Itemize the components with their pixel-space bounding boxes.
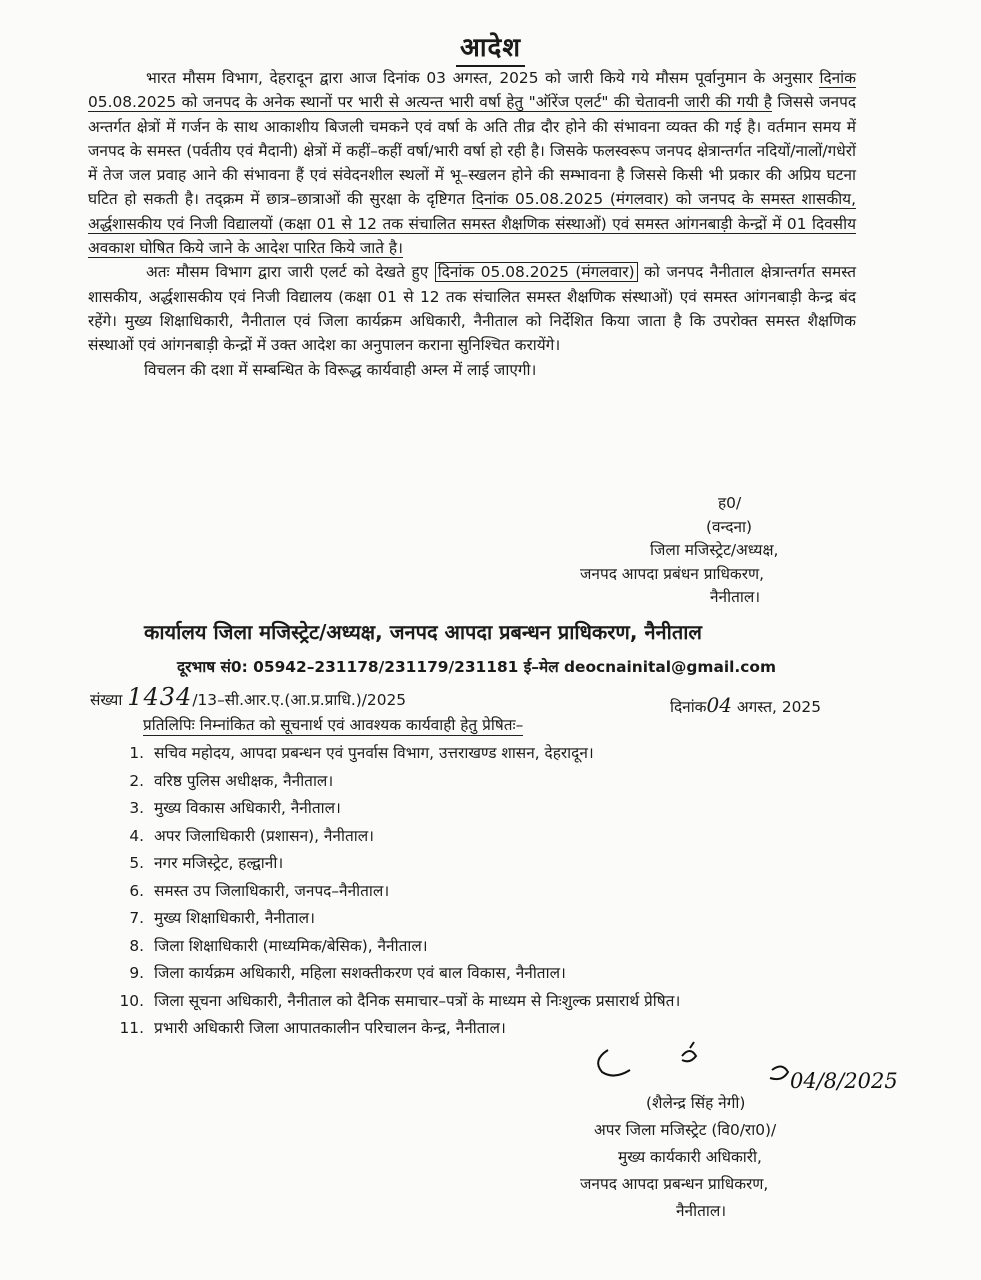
recipient-number: 8. xyxy=(129,936,144,955)
recipient-number: 10. xyxy=(119,991,144,1010)
recipient-item xyxy=(112,768,892,796)
copy-heading: प्रतिलिपिः निम्नांकित को सूचनार्थ एवं आवश्यक कार्यवाही हेतु प्रेषितः– xyxy=(143,716,524,734)
recipient-item xyxy=(112,905,892,933)
recipient-number: 5. xyxy=(129,854,144,872)
recipient-item xyxy=(112,878,892,906)
office-heading: कार्यालय जिला मजिस्ट्रेट/अध्यक्ष, जनपद आपदा प्रबन्धन प्राधिकरण, नैनीताल xyxy=(144,620,702,644)
recipient-item xyxy=(112,823,892,851)
recipient-text: प्रभारी अधिकारी जिला आपातकालीन परिचालन केन्द्र, नैनीताल। xyxy=(154,1019,506,1037)
recipient-list xyxy=(112,740,892,1043)
recipient-number: 2. xyxy=(129,771,144,790)
recipient-item xyxy=(112,740,892,768)
paragraph-2-part-a: अतः मौसम विभाग द्वारा जारी एलर्ट को देखते हुए xyxy=(146,263,435,282)
reference-date-label: दिनांक xyxy=(670,698,707,716)
reference-label: संख्या xyxy=(90,691,123,709)
paragraph-3-text: विचलन की दशा में सम्बन्धित के विरूद्ध कार्यवाही अम्ल में लाई जाएगी। xyxy=(144,360,537,379)
paragraph-1-underlined-alert: दिनांक 05.08.2025 को जनपद के अनेक स्थानों पर भारी से अत्यन्त भारी वर्षा हेतु "ऑरेंज एलर्ट" की चेतावनी जारी की गयी है xyxy=(88,69,856,112)
sig2-line-place: नैनीताल। xyxy=(676,1202,727,1220)
recipient-text: जिला शिक्षाधिकारी (माध्यमिक/बेसिक), नैनीताल। xyxy=(154,936,428,955)
signature-block-dm xyxy=(580,492,870,610)
recipient-number: 9. xyxy=(129,964,144,982)
paragraph-1 xyxy=(88,66,856,260)
sig2-line-designation: अपर जिला मजिस्ट्रेट (वि0/रा0)/ xyxy=(594,1121,777,1139)
order-body xyxy=(88,66,856,382)
recipient-item xyxy=(112,850,892,878)
sig1-line-place: नैनीताल। xyxy=(710,588,761,606)
paragraph-3 xyxy=(88,358,856,382)
paragraph-2 xyxy=(88,260,856,357)
recipient-text: मुख्य शिक्षाधिकारी, नैनीताल। xyxy=(154,909,315,927)
order-title-text: आदेश xyxy=(456,33,525,67)
recipient-text: नगर मजिस्ट्रेट, हल्द्वानी। xyxy=(154,854,284,872)
reference-date-rest: अगस्त, 2025 xyxy=(736,698,822,716)
recipient-number: 1. xyxy=(129,744,144,762)
recipient-item xyxy=(112,960,892,988)
order-title xyxy=(0,28,981,64)
recipient-text: अपर जिलाधिकारी (प्रशासन), नैनीताल। xyxy=(154,826,374,845)
reference-number-rest: /13–सी.आर.ए.(आ.प्र.प्राधि.)/2025 xyxy=(192,691,407,709)
paragraph-2-part-c: को जनपद नैनीताल क्षेत्रान्तर्गत समस्त शासकीय, अर्द्धशासकीय एवं निजी विद्यालय (कक्षा 01 से 12 तक संचालित समस्त शैक्षणिक संस्थाओं) एवं समस्त आंगनबाड़ी केन्द्र बंद रहेंगे। मुख्य शिक्षाधिकारी, नैनीताल एवं जिला कार्यक्रम अधिकारी, नैनीताल को निर्देशित किया जाता है कि उपरोक्त समस्त शैक्षणिक संस्थाओं एवं आंगनबाड़ी केन्द्रों में उक्त आदेश का अनुपालन कराना सुनिश्चित करायेंगे। xyxy=(88,263,856,355)
recipient-number: 3. xyxy=(129,799,144,817)
signature-block-adm xyxy=(580,1090,894,1225)
reference-number-handwritten: 1434 xyxy=(127,683,193,711)
paragraph-1-part-c: जिससे जनपद अन्तर्गत क्षेत्रों में गर्जन के साथ आकाशीय बिजली चमकने एवं वर्षा के अति तीव्र दौर होने की संभावना व्यक्त की गई है। वर्तमान समय में जनपद के समस्त (पर्वतीय एवं मैदानी) क्षेत्रों में कहीं–कहीं वर्षा/भारी वर्षा हो रही है। जिसके फलस्वरूप जनपद क्षेत्रान्तर्गत नदियों/नालों/गधेरों में तेज जल प्रवाह आने की संभावना हैं एवं संवेदनशील स्थलों में भू–स्खलन होने की सम्भावना है जिससे किसी भी प्रकार की अप्रिय घटना घटित हो सकती है। तद्क्रम में छात्र–छात्राओं की सुरक्षा के दृष्टिगत xyxy=(88,93,856,209)
recipient-text: मुख्य विकास अधिकारी, नैनीताल। xyxy=(154,799,341,817)
sig2-line-role: मुख्य कार्यकारी अधिकारी, xyxy=(618,1148,762,1166)
recipient-text: सचिव महोदय, आपदा प्रबन्धन एवं पुनर्वास विभाग, उत्तराखण्ड शासन, देहरादून। xyxy=(154,744,594,762)
reference-line xyxy=(90,683,890,717)
reference-date-handwritten: 04 xyxy=(706,693,732,717)
sig1-line-authority: जनपद आपदा प्रबंधन प्राधिकरण, xyxy=(580,564,765,583)
sig2-line-name: (शैलेन्द्र सिंह नेगी) xyxy=(646,1094,746,1112)
sig1-line-name: (वन्दना) xyxy=(706,517,753,536)
handwritten-date: 04/8/2025 xyxy=(790,1069,898,1093)
reference-date xyxy=(670,693,821,717)
sig1-line-signed: ह0/ xyxy=(718,494,742,512)
recipient-item xyxy=(112,933,892,961)
recipient-text: जिला कार्यक्रम अधिकारी, महिला सशक्तीकरण एवं बाल विकास, नैनीताल। xyxy=(154,964,566,982)
recipient-item xyxy=(112,795,892,823)
recipient-text: वरिष्ठ पुलिस अधीक्षक, नैनीताल। xyxy=(154,771,334,790)
sig1-line-designation: जिला मजिस्ट्रेट/अध्यक्ष, xyxy=(650,541,779,559)
recipient-number: 4. xyxy=(129,826,144,845)
recipient-text: समस्त उप जिलाधिकारी, जनपद–नैनीताल। xyxy=(154,881,390,900)
recipient-number: 7. xyxy=(129,909,144,927)
recipient-number: 6. xyxy=(129,881,144,900)
recipient-number: 11. xyxy=(119,1019,144,1037)
paragraph-2-boxed-date: दिनांक 05.08.2025 (मंगलवार) xyxy=(435,262,638,282)
paragraph-1-part-a: भारत मौसम विभाग, देहरादून द्वारा आज दिनांक 03 अगस्त, 2025 को जारी किये गये मौसम पूर्वानुमान के अनुसार xyxy=(146,69,820,87)
paragraph-1-underlined-holiday: दिनांक 05.08.2025 (मंगलवार) को जनपद के समस्त शासकीय, अर्द्धशासकीय एवं निजी विद्यालयों (कक्षा 01 से 12 तक संचालित समस्त शैक्षणिक संस्थाओं) एवं समस्त आंगनबाड़ी केन्द्रों में 01 दिवसीय अवकाश घोषित किये जाने के आदेश पारित किये जाते है। xyxy=(88,190,856,258)
sig2-line-authority: जनपद आपदा प्रबन्धन प्राधिकरण, xyxy=(580,1175,769,1193)
recipient-item xyxy=(112,988,892,1016)
office-contact: दूरभाष सं0: 05942–231178/231179/231181 ई–मेल deocnainital@gmail.com xyxy=(177,658,776,676)
recipient-text: जिला सूचना अधिकारी, नैनीताल को दैनिक समाचार–पत्रों के माध्यम से निःशुल्क प्रसारार्थ प्रेषित। xyxy=(154,991,681,1010)
